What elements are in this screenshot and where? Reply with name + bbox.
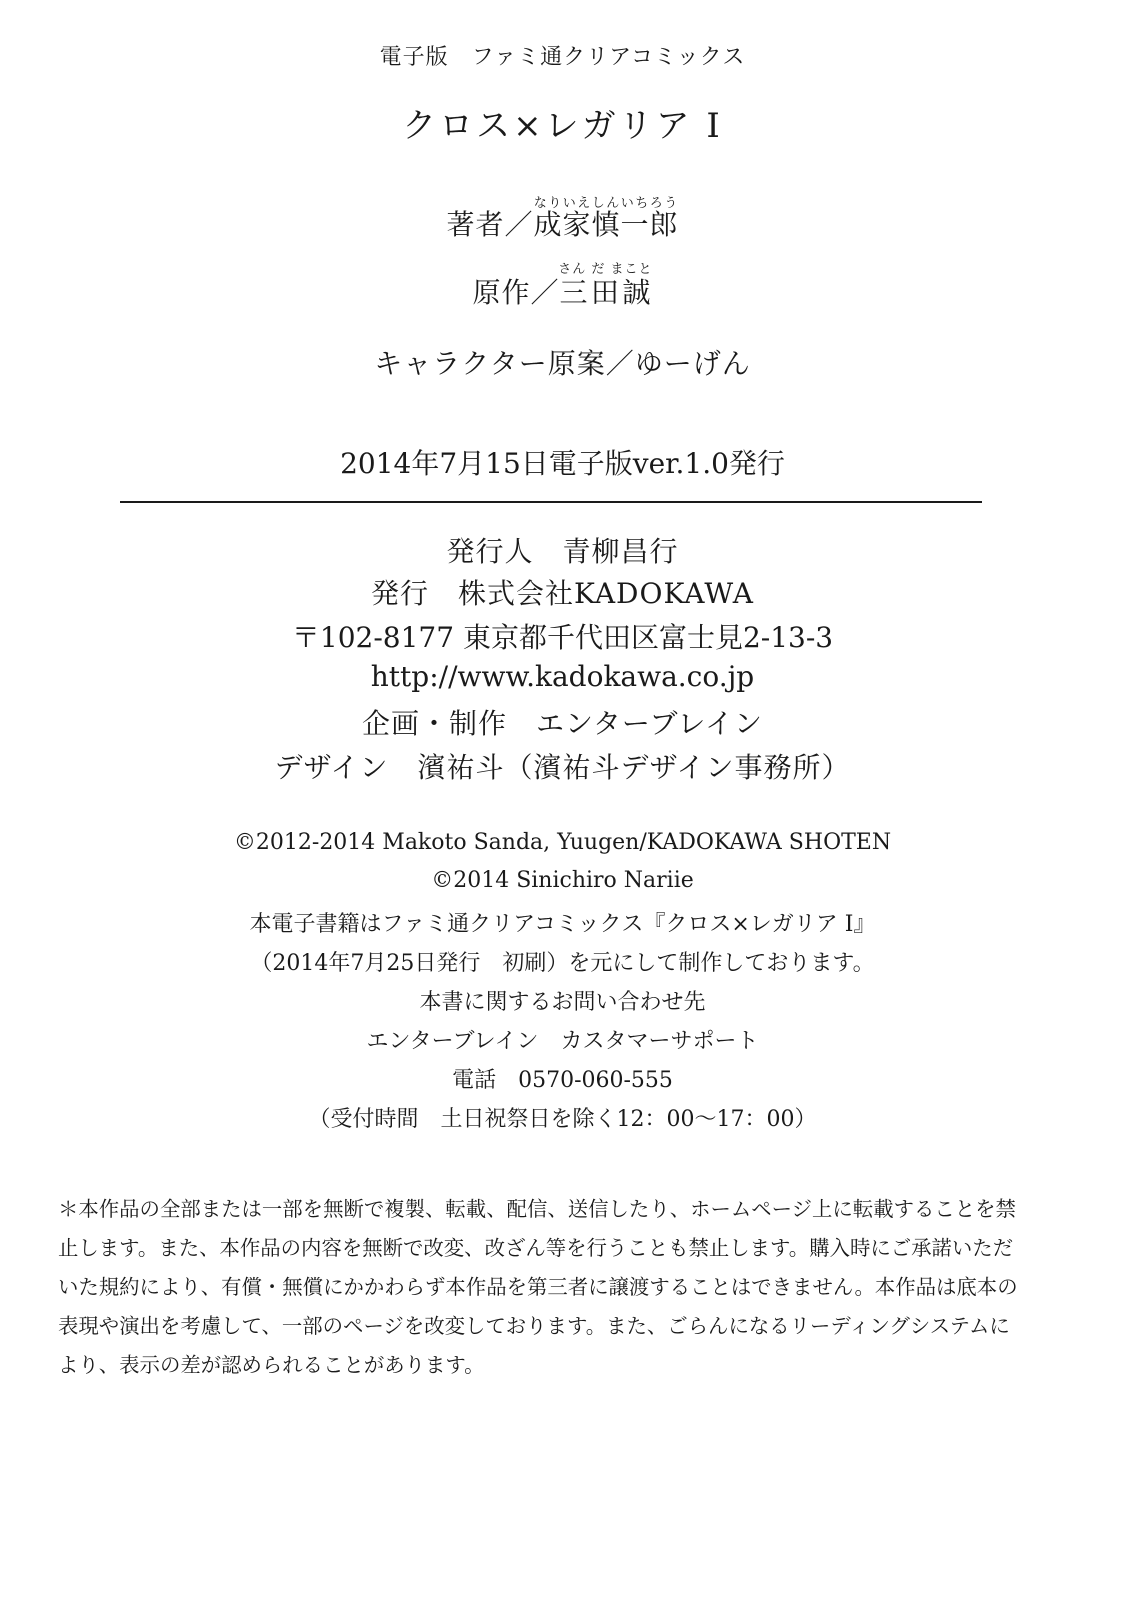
planning-line: 企画・制作 エンターブレイン xyxy=(362,707,763,740)
copyright-line-1: ©2012-2014 Makoto Sanda, Yuugen/KADOKAWA SHOTEN xyxy=(233,830,892,855)
imprint-line: 電子版 ファミ通クリアコミックス xyxy=(379,45,746,70)
publisher-line: 発行 株式会社KADOKAWA xyxy=(371,577,754,610)
contact-hours: （受付時間 土日祝祭日を除く12：00〜17：00） xyxy=(308,1107,817,1132)
divider-rule xyxy=(120,501,982,503)
author-label: 著者／ xyxy=(446,208,534,241)
copyright-line-2: ©2014 Sinichiro Nariie xyxy=(431,868,694,893)
publisher-url: http://www.kadokawa.co.jp xyxy=(370,660,755,693)
author-ruby: なりいえしんいちろう xyxy=(533,196,679,211)
book-title: クロス×レガリア Ⅰ xyxy=(402,106,723,146)
issuer-line: 発行人 青柳昌行 xyxy=(446,535,679,568)
notice-line: 表現や演出を考慮して、一部のページを改変しております。また、ごらんになるリーディングシステムに xyxy=(58,1314,1010,1338)
address-line: 〒102-8177 東京都千代田区富士見2-13-3 xyxy=(291,621,834,654)
release-date: 2014年7月15日電子版ver.1.0発行 xyxy=(340,447,785,480)
contact-department: エンターブレイン カスタマーサポート xyxy=(366,1029,759,1054)
original-label: 原作／ xyxy=(472,276,560,309)
author-credit xyxy=(0,196,1125,243)
notice-line: より、表示の差が認められることがあります。 xyxy=(58,1353,485,1377)
original-name: 三田誠 xyxy=(558,276,653,309)
notice-line: いた規約により、有償・無償にかかわらず本作品を第三者に譲渡することはできません。本作品は底本の xyxy=(58,1275,1018,1299)
notice-line: 止します。また、本作品の内容を無断で改変、改ざん等を行うことも禁止します。購入時にご承諾いただ xyxy=(58,1236,1014,1260)
author-name: 成家慎一郎 xyxy=(533,208,679,241)
contact-title: 本書に関するお問い合わせ先 xyxy=(419,990,706,1015)
original-ruby: さん だ まこと xyxy=(558,262,653,277)
character-credit: キャラクター原案／ゆーげん xyxy=(374,347,751,380)
design-line: デザイン 濱祐斗（濱祐斗デザイン事務所） xyxy=(274,751,851,784)
source-line-1: 本電子書籍はファミ通クリアコミックス『クロス×レガリア Ⅰ』 xyxy=(249,912,876,937)
notice-line: ＊本作品の全部または一部を無断で複製、転載、配信、送信したり、ホームページ上に転載することを禁 xyxy=(58,1197,1016,1221)
source-line-2: （2014年7月25日発行 初刷）を元にして制作しております。 xyxy=(250,951,875,976)
legal-notice xyxy=(58,1190,1058,1385)
contact-phone: 電話 0570-060-555 xyxy=(452,1068,673,1093)
original-credit xyxy=(0,262,1125,311)
